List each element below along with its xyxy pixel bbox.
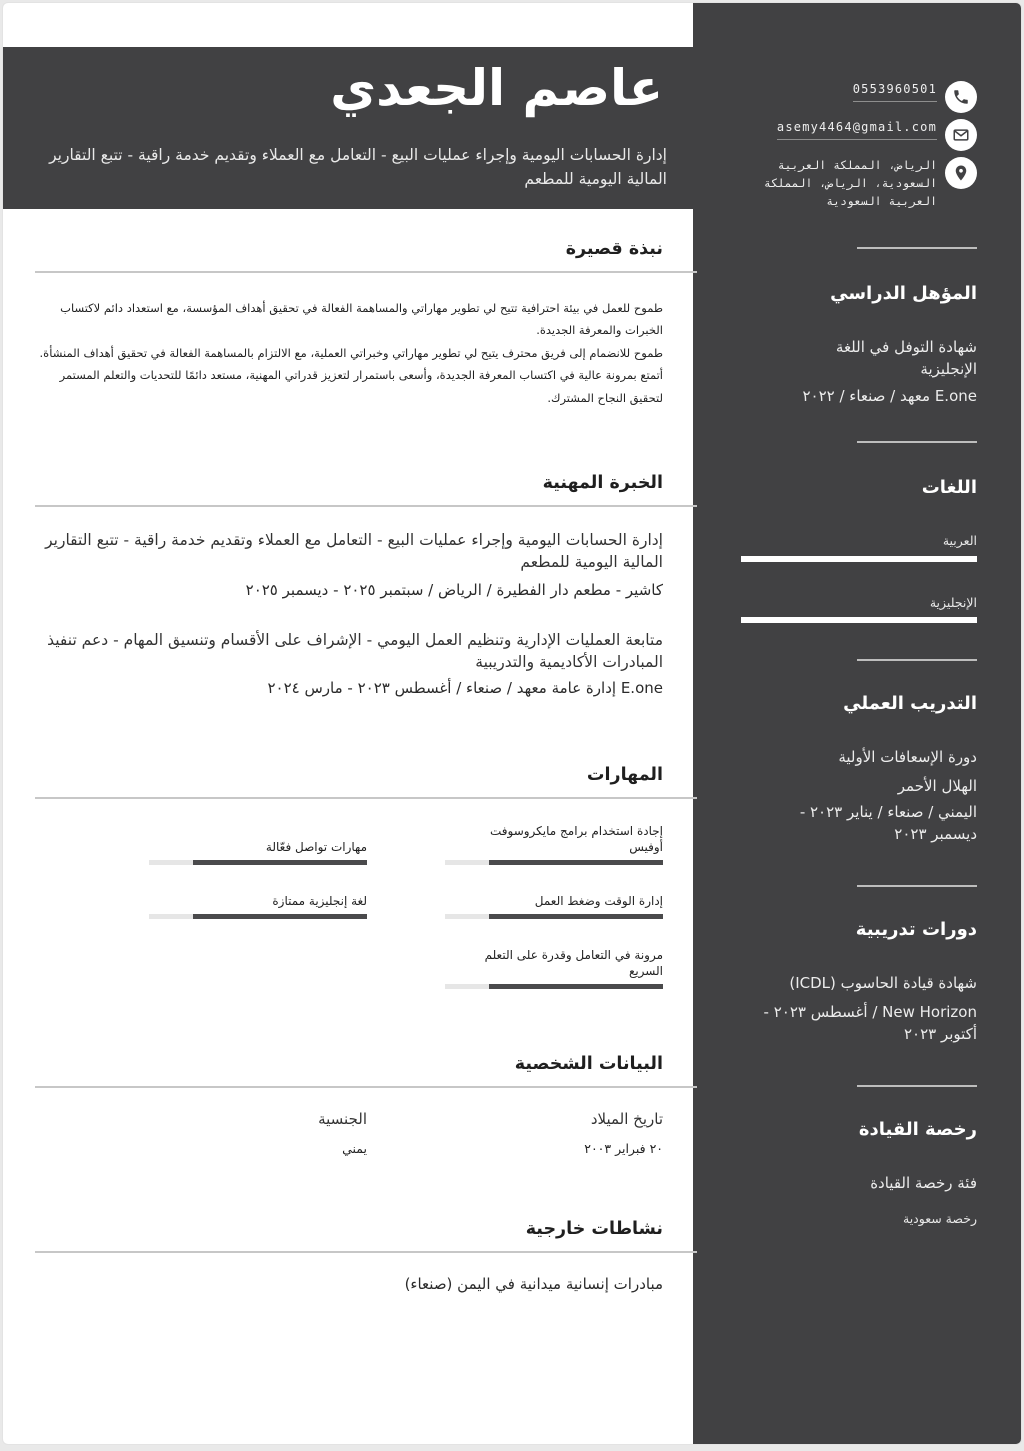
courses-heading: دورات تدريبية — [855, 919, 977, 940]
activities-heading: نشاطات خارجية — [525, 1219, 663, 1239]
language-arabic: العربية — [942, 533, 977, 548]
activities-text: مبادرات إنسانية ميدانية في اليمن (صنعاء) — [404, 1275, 663, 1293]
birth-date-value: ٢٠ فبراير ٢٠٠٣ — [584, 1141, 663, 1156]
license-heading: رخصة القيادة — [858, 1119, 977, 1140]
summary-paragraph: طموح للانضمام إلى فريق محترف يتيح لي تطوير مهاراتي وخبراتي العملية، مع الالتزام بالمساهمة الفعالة في تحقيق أهداف المنشأة. أتمتع بمرونة عالية في اكتساب المعرفة الجديدة، وأسعى باستمرار لتعزيز قدراتي المهنية، مستعد دائمًا للتحديات والتعلم المستمر لتحقيق النجاح المشترك. — [39, 345, 663, 405]
sidebar-divider — [857, 441, 977, 443]
experience-description: متابعة العمليات الإدارية وتنظيم العمل اليومي - الإشراف على الأقسام وتنسيق المهام - دعم تنفيذ المبادرات الأكاديمية والتدريبية — [47, 631, 663, 672]
experience-meta: E.one إدارة عامة معهد / صنعاء / أغسطس ٢٠٢٣ - مارس ٢٠٢٤ — [267, 679, 663, 697]
skill-bar — [149, 860, 367, 865]
skill-label: مهارات تواصل فعّالة — [265, 840, 367, 854]
language-level-bar — [741, 556, 977, 562]
skill-bar — [445, 984, 663, 989]
skill-bar — [445, 860, 663, 865]
section-rule — [35, 1251, 697, 1253]
personal-heading: البيانات الشخصية — [514, 1054, 663, 1074]
skill-bar-fill — [193, 860, 367, 865]
skill-label: إجادة استخدام برامج مايكروسوفت أوفيس — [489, 824, 663, 855]
summary-text — [23, 297, 663, 409]
skill-bar-fill — [489, 984, 663, 989]
education-heading: المؤهل الدراسي — [830, 283, 977, 304]
sidebar-divider — [857, 247, 977, 249]
education-details: E.one معهد / صنعاء / ٢٠٢٢ — [802, 387, 977, 405]
full-name: عاصم الجعدي — [330, 59, 663, 117]
summary-heading: نبذة قصيرة — [565, 239, 663, 259]
contact-email — [741, 119, 977, 151]
sidebar-divider — [857, 885, 977, 887]
experience-description: إدارة الحسابات اليومية وإجراء عمليات البيع - التعامل مع العملاء وتقديم خدمة راقية - تتبع التقارير المالية اليومية للمطعم — [45, 531, 663, 572]
birth-date-label: تاريخ الميلاد — [590, 1110, 663, 1128]
section-rule — [35, 505, 697, 507]
training-heading: التدريب العملي — [843, 693, 977, 714]
course-details: New Horizon / أغسطس ٢٠٢٣ - أكتوبر ٢٠٢٣ — [763, 1003, 977, 1043]
training-org: الهلال الأحمر — [897, 777, 977, 795]
skill-bar-fill — [193, 914, 367, 919]
training-title: دورة الإسعافات الأولية — [838, 748, 977, 766]
language-level-bar — [741, 617, 977, 623]
section-rule — [35, 797, 697, 799]
nationality-value: يمني — [342, 1141, 367, 1156]
skill-label: لغة إنجليزية ممتازة — [272, 894, 367, 908]
sidebar — [693, 3, 1021, 1444]
skill-label: مرونة في التعامل وقدرة على التعلم السريع — [484, 948, 663, 979]
email-icon — [945, 119, 977, 151]
training-details: اليمني / صنعاء / يناير ٢٠٢٣ - ديسمبر ٢٠٢٣ — [799, 803, 977, 843]
license-category-label: فئة رخصة القيادة — [870, 1174, 977, 1192]
education-degree: شهادة التوفل في اللغة الإنجليزية — [835, 338, 977, 378]
resume-page — [2, 2, 1022, 1445]
nationality-label: الجنسية — [318, 1110, 367, 1128]
skill-bar — [445, 914, 663, 919]
languages-heading: اللغات — [921, 477, 977, 498]
license-value: رخصة سعودية — [903, 1211, 977, 1226]
tagline: إدارة الحسابات اليومية وإجراء عمليات البيع - التعامل مع العملاء وتقديم خدمة راقية - تتبع التقارير المالية اليومية للمطعم — [49, 146, 667, 189]
experience-heading: الخبرة المهنية — [542, 473, 663, 493]
skill-bar-fill — [489, 914, 663, 919]
skill-bar-fill — [489, 860, 663, 865]
address-text: الرياض، المملكة العربية السعودية، الرياض، المملكة العربية السعودية — [763, 158, 937, 208]
skill-label: إدارة الوقت وضغط العمل — [534, 894, 663, 908]
contact-address — [741, 157, 977, 213]
language-english: الإنجليزية — [929, 595, 977, 610]
section-rule — [35, 271, 697, 273]
sidebar-divider — [857, 1085, 977, 1087]
experience-meta: كاشير - مطعم دار الفطيرة / الرياض / سبتمبر ٢٠٢٥ - ديسمبر ٢٠٢٥ — [245, 581, 663, 599]
phone-icon — [945, 81, 977, 113]
phone-number[interactable]: 0553960501 — [853, 81, 937, 102]
name-header — [3, 47, 697, 209]
location-icon — [945, 157, 977, 189]
contact-phone — [741, 81, 977, 113]
section-rule — [35, 1086, 697, 1088]
summary-paragraph: طموح للعمل في بيئة احترافية تتيح لي تطوير مهاراتي والمساهمة الفعالة في تحقيق أهداف المؤسسة، مع استعداد دائم لاكتساب الخبرات والمعرفة الجديدة. — [60, 301, 663, 338]
course-title: شهادة قيادة الحاسوب (ICDL) — [789, 974, 977, 992]
skill-bar — [149, 914, 367, 919]
sidebar-divider — [857, 659, 977, 661]
email-address[interactable]: asemy4464@gmail.com — [777, 119, 937, 140]
skills-heading: المهارات — [586, 765, 663, 785]
